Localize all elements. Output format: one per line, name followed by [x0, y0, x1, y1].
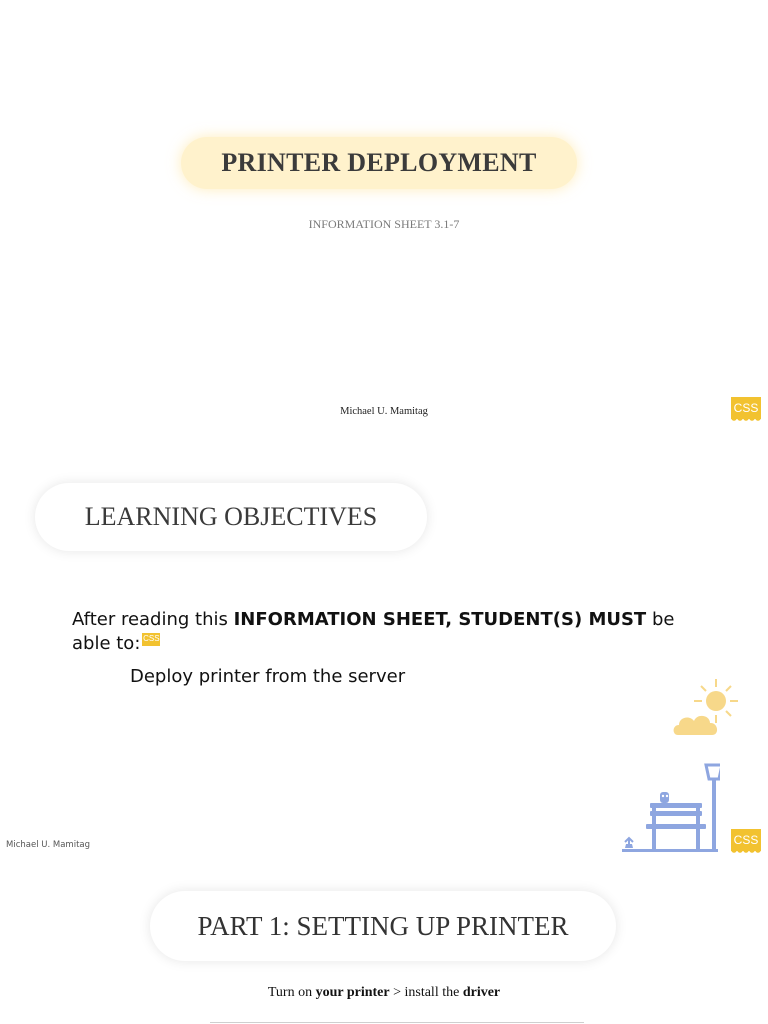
objective-item: Deploy printer from the server	[130, 666, 406, 687]
objectives-heading-pill	[35, 483, 427, 551]
part-heading-pill	[150, 891, 616, 961]
css-logo-badge	[731, 829, 761, 851]
css-logo-badge-inline: CSS	[142, 633, 160, 646]
css-logo-text: CSS	[733, 401, 759, 415]
slide-part-1	[0, 865, 768, 1024]
slide-title	[0, 0, 768, 435]
title-pill	[181, 137, 577, 189]
author-name: Michael U. Mamitag	[6, 840, 91, 850]
css-logo-text: CSS	[733, 833, 759, 847]
divider	[210, 1022, 584, 1023]
objectives-heading: LEARNING OBJECTIVES	[84, 502, 378, 531]
sun-cloud-icon	[670, 677, 740, 739]
part-heading: PART 1: SETTING UP PRINTER	[197, 910, 569, 941]
step-instruction: Turn on your printer > install the driver	[267, 985, 501, 1000]
slide-learning-objectives	[0, 435, 768, 865]
css-logo-badge	[731, 397, 761, 419]
park-bench-lamp-icon	[620, 760, 720, 855]
objectives-intro: After reading this INFORMATION SHEET, STUDENT(S) MUST be able to: CSS	[72, 609, 675, 654]
page-title: PRINTER DEPLOYMENT	[221, 148, 537, 177]
author-name: Michael U. Mamitag	[340, 406, 428, 417]
subtitle: INFORMATION SHEET 3.1-7	[308, 217, 460, 231]
